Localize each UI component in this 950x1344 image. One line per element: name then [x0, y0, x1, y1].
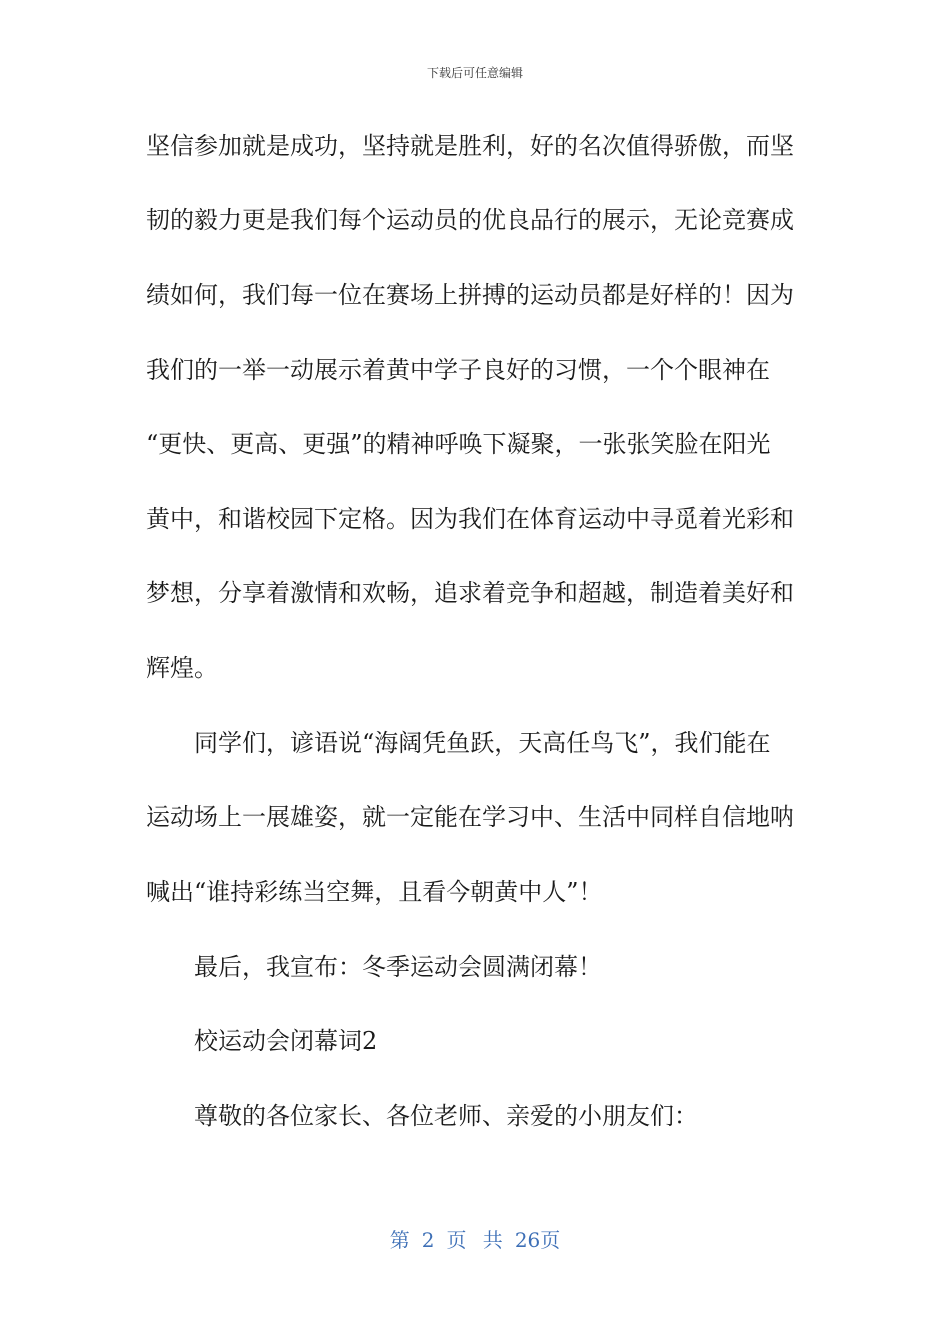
paragraph-line: 坚信参加就是成功，坚持就是胜利，好的名次值得骄傲，而坚 [146, 132, 794, 160]
page-number-footer [0, 1224, 950, 1253]
paragraph-line: 运动场上一展雄姿，就一定能在学习中、生活中同样自信地呐 [146, 803, 794, 831]
footer-middle: 页 共 [446, 1228, 503, 1252]
paragraph-line: 同学们，谚语说“海阔凭鱼跃，天高任鸟飞”，我们能在 [194, 729, 771, 757]
paragraph-line: 我们的一举一动展示着黄中学子良好的习惯，一个个眼神在 [146, 356, 770, 384]
footer-total: 26页 [514, 1228, 561, 1252]
paragraph-line: “更快、更高、更强”的精神呼唤下凝聚，一张张笑脸在阳光 [146, 430, 771, 458]
paragraph-line: 最后，我宣布：冬季运动会圆满闭幕！ [194, 953, 602, 981]
footer-page: 2 [421, 1228, 435, 1252]
paragraph-line: 喊出“谁持彩练当空舞，且看今朝黄中人”！ [146, 878, 603, 906]
paragraph-line: 韧的毅力更是我们每个运动员的优良品行的展示，无论竞赛成 [146, 206, 794, 234]
header-note: 下载后可任意编辑 [426, 66, 523, 80]
paragraph-line: 绩如何，我们每一位在赛场上拼搏的运动员都是好样的！因为 [146, 281, 794, 309]
section-heading: 校运动会闭幕词2 [194, 1027, 378, 1055]
paragraph-line: 尊敬的各位家长、各位老师、亲爱的小朋友们： [194, 1102, 698, 1130]
paragraph-line: 梦想，分享着激情和欢畅，追求着竞争和超越，制造着美好和 [146, 579, 794, 607]
paragraph-line: 黄中，和谐校园下定格。因为我们在体育运动中寻觅着光彩和 [146, 505, 794, 533]
paragraph-line: 辉煌。 [146, 654, 218, 682]
footer-prefix: 第 [389, 1228, 410, 1252]
